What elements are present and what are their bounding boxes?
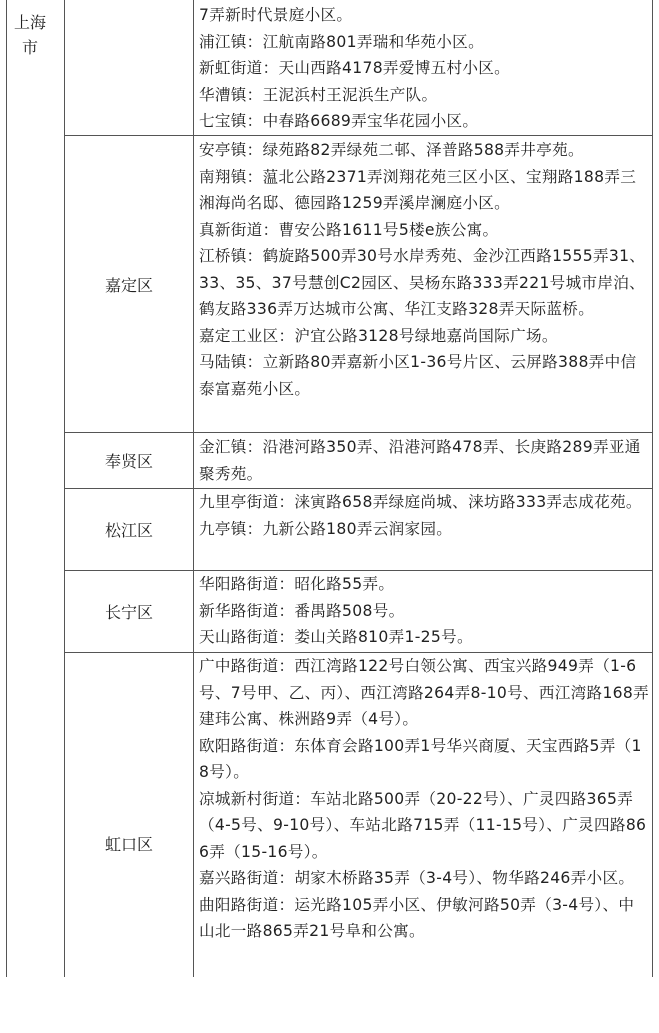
address-line: 金汇镇：沿港河路350弄、沿港河路478弄、长庚路289弄亚通聚秀苑。 <box>199 438 641 483</box>
address-line: 欧阳路街道：东体育会路100弄1号华兴商厦、天宝西路5弄（18号）。 <box>199 736 642 781</box>
district-details <box>199 489 649 542</box>
address-line: 真新街道：曹安公路1611号5楼e族公寓。 <box>199 220 499 239</box>
district-cell-jiading: 嘉定区 <box>104 275 153 295</box>
address-line: 新华路街道：番禺路508号。 <box>199 601 405 620</box>
address-line: 7弄新时代景庭小区。 <box>199 6 353 24</box>
district-details <box>199 434 649 487</box>
address-line: 华阳路街道：昭化路55弄。 <box>199 575 395 593</box>
address-line: 广中路街道：西江湾路122号白领公寓、西宝兴路949弄（1-6号、7号甲、乙、丙）、西江湾路264弄8-10号、西江湾路168弄建玮公寓、株洲路9弄（4号）。 <box>199 657 650 728</box>
address-line: 华漕镇：王泥浜村王泥浜生产队。 <box>199 85 438 104</box>
district-details <box>199 2 649 135</box>
address-line: 九亭镇：九新公路180弄云润家园。 <box>199 519 453 538</box>
district-cell-changning: 长宁区 <box>104 603 153 622</box>
address-line: 南翔镇：蕰北公路2371弄浏翔花苑三区小区、宝翔路188弄三湘海尚名邸、德园路1259弄溪岸澜庭小区。 <box>199 167 637 212</box>
address-line: 七宝镇：中春路6689弄宝华花园小区。 <box>199 112 479 130</box>
address-line: 新虹街道：天山西路4178弄爱博五村小区。 <box>199 59 511 77</box>
address-line: 曲阳路街道：运光路105弄小区、伊敏河路50弄（3-4号）、中山北一路865弄21号阜和公寓。 <box>199 895 635 940</box>
table-border-left <box>6 0 7 977</box>
district-details <box>199 653 649 945</box>
address-line: 天山路街道：娄山关路810弄1-25号。 <box>199 628 473 646</box>
district-details <box>199 137 649 402</box>
district-cell-songjiang: 松江区 <box>104 521 153 540</box>
address-line: 嘉定工业区：沪宜公路3128号绿地嘉尚国际广场。 <box>199 326 558 345</box>
address-line: 浦江镇：江航南路801弄瑞和华苑小区。 <box>199 32 484 51</box>
district-cell-hongkou: 虹口区 <box>104 834 153 854</box>
address-line: 安亭镇：绿苑路82弄绿苑二邨、泽普路588弄井亭苑。 <box>199 141 584 159</box>
city-cell: 上海市 <box>13 13 46 57</box>
address-line: 嘉兴路街道：胡家木桥路35弄（3-4号）、物华路246弄小区。 <box>199 869 635 887</box>
address-line: 九里亭街道：涞寅路658弄绿庭尚城、涞坊路333弄志成花苑。 <box>199 493 642 511</box>
district-details <box>199 571 649 651</box>
address-line: 凉城新村街道：车站北路500弄（20-22号）、广灵四路365弄（4-5号、9-10号）、车站北路715弄（11-15号）、广灵四路866弄（15-16号）。 <box>199 789 647 861</box>
district-cell-fengxian: 奉贤区 <box>104 452 153 471</box>
address-line: 江桥镇：鹤旋路500弄30号水岸秀苑、金沙江西路1555弄31、33、35、37号慧创C2园区、吴杨东路333弄221号城市岸泊、鹤友路336弄万达城市公寓、华江支路328弄天际蓝桥。 <box>199 247 646 318</box>
address-line: 马陆镇：立新路80弄嘉新小区1-36号片区、云屏路388弄中信泰富嘉苑小区。 <box>199 353 637 398</box>
